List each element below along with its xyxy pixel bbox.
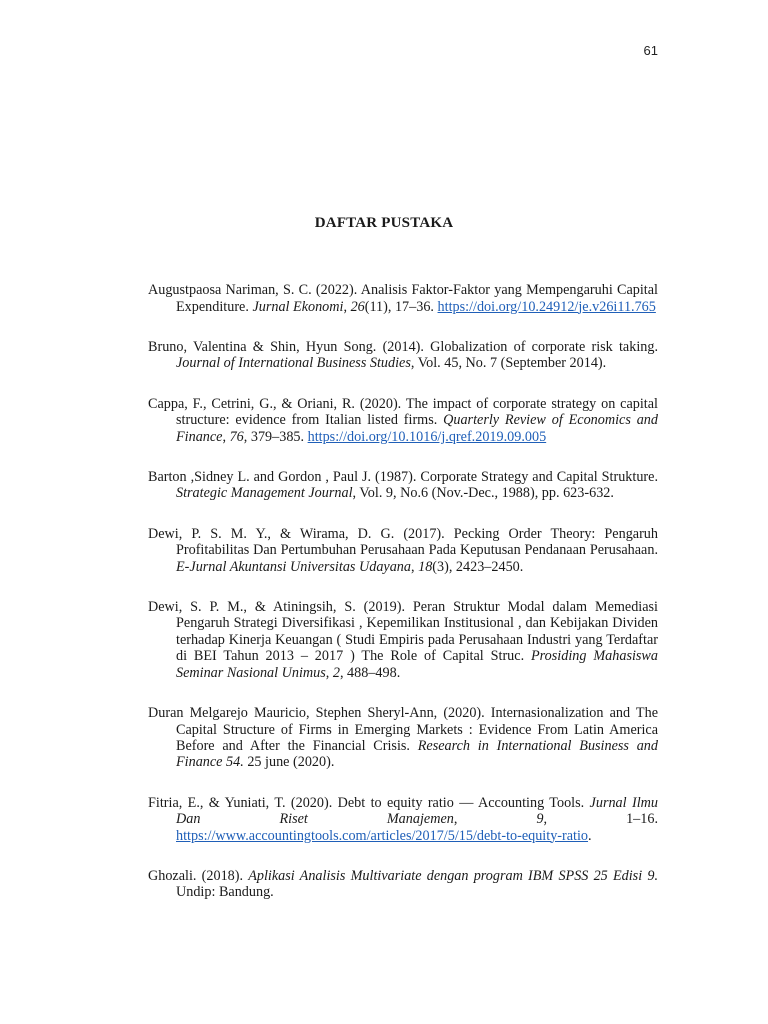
reference-augustpaosa xyxy=(148,282,658,315)
reference-text: Dewi, P. S. M. Y., & Wirama, D. G. (2017). Pecking Order Theory: Pengaruh Profitabilitas Dan Pertumbuhan Perusahaan Pada Keputusan Pendanaan Perusahaan. xyxy=(148,525,658,559)
reference-text: Barton ,Sidney L. and Gordon , Paul J. (1987). Corporate Strategy and Capital Strukture. xyxy=(148,469,658,486)
reference-italic-text: Prosiding Mahasiswa Seminar Nasional Unimus xyxy=(176,648,658,681)
reference-text: 25 june (2020). xyxy=(243,754,335,771)
reference-italic-text: Journal of International Business Studies xyxy=(176,355,411,372)
reference-italic-text: 2 xyxy=(332,664,340,681)
reference-italic-text: Strategic Management Journal xyxy=(176,485,353,502)
page-number: 61 xyxy=(643,43,658,58)
reference-text: Cappa, F., Cetrini, G., & Oriani, R. (2020). The impact of corporate strategy on capital structure: evidence from Italian listed firms. xyxy=(148,395,658,429)
reference-list xyxy=(148,268,658,925)
reference-text: . xyxy=(588,827,592,844)
reference-text: , xyxy=(222,428,230,445)
reference-italic-text: Jurnal Ekonomi xyxy=(252,298,344,315)
reference-italic-text: 76 xyxy=(229,428,244,445)
reference-text: , Vol. 45, No. 7 (September 2014). xyxy=(410,355,607,372)
reference-text: , Vol. 9, No.6 (Nov.-Dec., 1988), pp. 623-632. xyxy=(352,485,614,502)
reference-dewi-spm xyxy=(148,599,658,681)
reference-text: , xyxy=(343,298,351,315)
reference-text: (3), 2423–2450. xyxy=(432,558,524,575)
reference-fitria xyxy=(148,795,658,844)
reference-text: (11), 17–36. xyxy=(364,298,438,315)
reference-text: , 488–498. xyxy=(339,664,401,681)
reference-link[interactable]: https://doi.org/10.1016/j.qref.2019.09.005 xyxy=(307,428,547,445)
reference-text: Dewi, S. P. M., & Atiningsih, S. (2019). Peran Struktur Modal dalam Memediasi Pengaruh Strategi Diversifikasi , Kepemilikan Institusional , dan Kebijakan Dividen terhadap Kinerja Keuangan ( Studi Empiris pada Perusahaan Industri yang Terdaftar di BEI Tahun 2013 – 2017 ) The Role of Capital Struc. xyxy=(148,599,658,665)
reference-italic-text: Aplikasi Analisis Multivariate dengan program IBM SPSS 25 Edisi 9. xyxy=(248,867,658,884)
reference-italic-text: Jurnal Ilmu Dan Riset Manajemen xyxy=(176,794,658,828)
reference-text: Augustpaosa Nariman, S. C. (2022). Analisis Faktor-Faktor yang Mempengaruhi Capital Expenditure. xyxy=(148,282,658,315)
reference-text: , xyxy=(411,558,419,575)
reference-cappa xyxy=(148,396,658,445)
reference-bruno xyxy=(148,339,658,372)
reference-text: Fitria, E., & Yuniati, T. (2020). Debt to equity ratio — Accounting Tools. xyxy=(148,794,590,811)
reference-italic-text: Quarterly Review of Economics and Finance xyxy=(176,412,658,445)
reference-italic-text: 18 xyxy=(418,558,433,575)
reference-italic-text: E-Jurnal Akuntansi Universitas Udayana xyxy=(176,558,411,575)
reference-italic-text: 26 xyxy=(350,298,365,315)
reference-text: Ghozali. (2018). xyxy=(148,867,249,884)
reference-text: Undip: Bandung. xyxy=(176,884,274,901)
reference-text: , xyxy=(453,811,537,828)
reference-text: Duran Melgarejo Mauricio, Stephen Sheryl-Ann, (2020). Internasionalization and The Capital Structure of Firms in Emerging Markets : Evidence From Latin America Before and After the Financial Crisis. xyxy=(148,705,658,754)
page-title: DAFTAR PUSTAKA xyxy=(314,215,454,231)
reference-barton xyxy=(148,469,658,502)
reference-link[interactable]: https://doi.org/10.24912/je.v26i11.765 xyxy=(437,298,656,315)
reference-dewi-psmy xyxy=(148,526,658,575)
reference-duran xyxy=(148,705,658,771)
reference-italic-text: Research in International Business and Finance 54. xyxy=(176,737,658,771)
reference-link[interactable]: https://www.accountingtools.com/articles/2017/5/15/debt-to-equity-ratio xyxy=(176,827,589,844)
reference-text: , xyxy=(325,664,333,681)
reference-text: Bruno, Valentina & Shin, Hyun Song. (2014). Globalization of corporate risk taking. xyxy=(148,339,658,355)
reference-text: , 1–16. xyxy=(543,811,659,828)
reference-italic-text: 9 xyxy=(536,811,544,828)
reference-text: , 379–385. xyxy=(243,428,308,445)
reference-ghozali xyxy=(148,868,658,901)
